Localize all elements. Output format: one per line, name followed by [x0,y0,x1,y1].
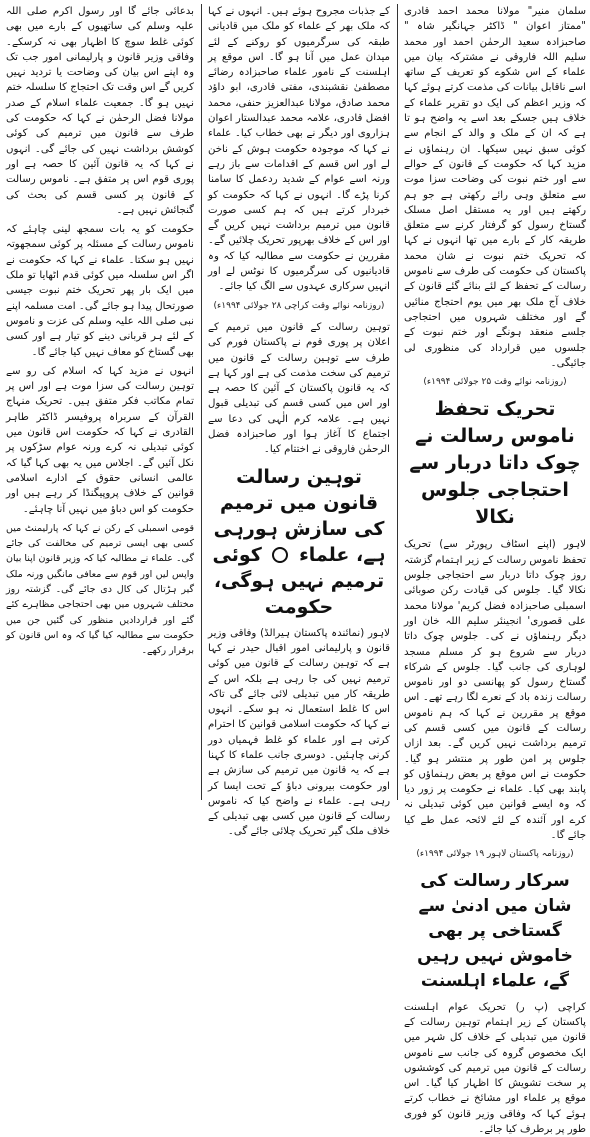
article-text: کراچی (پ ر) تحریک عوام اہلسنت پاکستان کے زیر اہتمام توہین رسالت کے قانون میں تبدیلی کے خلاف کل شہر میں ایک مخصوص گروہ کی جانب سے ناموس رسالت کے قانون میں ترمیم کی کوششوں پر سخت تشویش کا اظہار کیا گیا۔ اس موقع پر علماء اور مشائخ نے خطاب کرتے ہوئے کہا کہ وفاقی وزیر قانون کو فوری طور پر برطرف کیا جائے۔ [404,1001,586,1136]
headline: سرکار رسالت کی شان میں ادنیٰ سے گستاخی پر بھی خاموش نہیں رہیں گے، علماء اہلسنت [417,870,573,991]
column-right [404,4,586,1136]
article-text: سلمان منیر" مولانا محمد احمد قادری "ممتاز اعوان " ڈاکٹر جہانگیر شاہ " صاحبزادہ سعید الرحمٰن احمد اور محمد سلیم اللہ فاروقی نے مشترکہ بیان میں علماء کے اس شکوے کو تعریف کے ساتھ اسے ناقابل بیانات کی مذمت کرتے ہوئے کہا کہ وزیر اعظم کی ایک دو تقریر علماء کے خلاف ہیں جسکے بعد اسے یہ واضح ہو تا ہے کہ ان کے ملک و والد کے انجام سے کوئی سبق نہیں سیکھا۔ ان رہنماؤں نے مزید کہا کہ حکومت کے قانون کے حوالے سے اور ختم نبوت کی وضاحت سزا موت سے متعلق وہی رائے رکھتی ہے جو ہم رکھتے ہیں اور یہ مستقل اصل مسلک گستاخ رسول کو گرفتار کرنے سے متعلق طریقہ کار کے بارے میں تھا انہوں نے کہا کہ تحریک ختم نبوت نے شان محمد پاکستان کی حکومت کی طرف سے ناموس رسالت کے تحفظ کے لئے بنائے گئے قانون کے خلاف آج ملک بھر میں یوم احتجاج منائیں گے اور مختلف شہروں میں احتجاجی جلسے منعقد ہونگے اور ختم نبوت کے جلسوں میں قرارداد کی منظوری لی جائیگی۔ [404,6,586,369]
headline [208,464,390,620]
column-divider [397,4,398,800]
headline-part: کوئی ترمیم نہیں ہوگی، حکومت [212,543,385,618]
headline-part: توہین رسالت قانون میں ترمیم کی سازش ہورہی ہے، علماء [213,465,386,566]
newspaper-page [4,4,586,1136]
article-text: قومی اسمبلی کے رکن نے کہا کہ پارلیمنٹ میں کسی بھی ایسی ترمیم کی مخالفت کی جائے گی۔ علماء نے مطالبہ کیا کہ وزیر قانون اپنا بیان واپس لیں اور قوم سے معافی مانگیں ورنہ ملک گیر ہڑتال کی کال دی جائے گی۔ گزشتہ روز مختلف شہروں میں بھی احتجاجی مظاہرے کئے گئے اور قراردادیں منظور کی گئیں جن میں حکومت سے مطالبہ کیا گیا کہ وہ اس قانون کو برقرار رکھے۔ [6,522,194,657]
column-middle [208,4,390,838]
article-text: کے جذبات مجروح ہوئے ہیں۔ انہوں نے کہا کہ ملک بھر کے علماء کو ملک میں قادیانی طبقہ کی سرگرمیوں کو روکنے کے لئے میدان عمل میں آنا ہو گا۔ اس موقع پر اہلسنت کے نامور علماء صاحبزادہ رضائے مصطفیٰ نقشبندی، مفتی قادری، ابو داؤد محمد صادق، مولانا عبدالعزیز حنفی، محمد افضل قادری، علامہ محمد عبدالستار اعوان ہزاروی اور دیگر نے بھی خطاب کیا۔ علماء نے کہا کہ موجودہ حکومت ہوش کے ناخن لے اور اس قسم کے اقدامات سے باز رہے ورنہ اسے عوام کے شدید ردعمل کا سامنا کرنا پڑے گا۔ انہوں نے کہا کہ حکومت کو خبردار کرتے ہیں کہ ہم کسی صورت قانون میں ترمیم برداشت نہیں کریں گے اور اس کے خلاف بھرپور تحریک چلائیں گے۔ مقررین نے حکومت سے مطالبہ کیا کہ وہ قادیانیوں کی سرگرمیوں کا نوٹس لے اور انہیں سرکاری عہدوں سے الگ کیا جائے۔ [208,6,390,293]
article-text: لاہور (نمائندہ پاکستان ہیرالڈ) وفاقی وزیر قانون و پارلیمانی امور اقبال حیدر نے کہا ہے کہ توہین رسالت کے قانون میں کوئی ترمیم نہیں کی جا رہی ہے بلکہ اس کے طریقہ کار میں تبدیلی لائی جائے گی تاکہ اس کا غلط استعمال نہ ہو سکے۔ انہوں نے کہا کہ حکومت اسلامی قوانین کا احترام کرتی ہے اور علماء کو غلط فہمیاں دور کرنی چاہئیں۔ دوسری جانب علماء کا کہنا ہے کہ یہ قانون میں ترمیم کی سازش ہے اور حکومت بیرونی دباؤ کے تحت ایسا کر رہی ہے۔ علماء نے واضح کیا کہ ناموس رسالت کے قانون میں کسی بھی تبدیلی کے خلاف ملک گیر تحریک چلائی جائے گی۔ [208,627,390,838]
article-text: لاہور (اپنے اسٹاف رپورٹر سے) تحریک تحفظ ناموس رسالت کے زیر اہتمام گزشتہ روز چوک داتا دربار سے احتجاجی جلوس نکالا گیا۔ جلوس کی قیادت رکن صوبائی اسمبلی صاحبزادہ فضل کریم' مولانا محمد علی قصوری' انجینئر سلیم اللہ خان اور دیگر رہنماؤں نے کی۔ جلوس چوک داتا دربار سے شروع ہو کر مسلم مسجد لوہاری کی جانب گیا۔ جلوس کے شرکاء گستاخ رسول کو پھانسی دو اور ناموس رسالت زندہ باد کے نعرے لگا رہے تھے۔ اس موقع پر مقررین نے کہا کہ ہم ناموس رسالت کے قانون میں کسی قسم کی ترمیم برداشت نہیں کریں گے۔ بعد ازاں جلوس پر امن طور پر منتشر ہو گیا۔ حکومت نے اس موقع پر بعض رہنماؤں کو پابند بھی کیا۔ علماء نے حکومت پر زور دیا کہ وہ ایسے قوانین میں کوئی تبدیلی نہ کرے اور آئندہ کے لئے لائحہ عمل طے کیا جائے گا۔ [404,539,586,842]
source-date: (روزنامہ نوائے وقت کراچی ۲۸ جولائی ۱۹۹۴ء) [213,300,385,311]
headline: تحریک تحفظ ناموس رسالت نے چوک داتا دربار سے احتجاجی جلوس نکالا [409,398,581,529]
circle-ornament-icon [272,547,288,563]
article-text: حکومت کو یہ بات سمجھ لینی چاہئے کہ ناموس رسالت کے مسئلہ پر کوئی سمجھوتہ نہیں ہو سکتا۔ علماء نے کہا کہ حکومت نے اگر اس سلسلہ میں کوئی قدم اٹھایا تو ملک میں ایک بار پھر تحریک ختم نبوت جیسی صورتحال پیدا ہو جائے گی۔ امت مسلمہ اپنے نبی صلی اللہ علیہ وسلم کی عزت و ناموس کے لئے ہر قربانی دینے کو تیار ہے اور کسی بھی گستاخ کو معاف نہیں کیا جائے گا۔ [6,224,194,358]
column-left [6,4,194,800]
column-divider [201,4,202,800]
article-text: توہین رسالت کے قانون میں ترمیم کے اعلان پر پوری قوم نے پاکستان فورم کی طرف سے توہین رسالت کے قانون میں ترمیم کی سخت مذمت کی ہے اور کہا ہے کہ یہ قانون پاکستان کے آئین کا حصہ ہے اور اس میں کسی قسم کی تبدیلی قبول نہیں ہے۔ علامہ کرم الٰہی کی دعا سے اجتماع کا آغاز ہوا اور صاحبزادہ فضل الرحمٰن فاروقی نے اختتام کیا۔ [208,321,390,456]
source-date: (روزنامہ نوائے وقت ۲۵ جولائی ۱۹۹۴ء) [423,377,567,388]
article-text: بدعائی جائے گا اور رسول اکرم صلی اللہ علیہ وسلم کی ساتھیوں کے بارے میں بھی کوئی غلط سوچ کا اظہار بھی نہ کرسکے۔ وفاقی وزیر قانون و پارلیمانی امور جب تک وہ اپنے اس بیان کی وضاحت یا تردید نہیں کریں گے اس وقت تک احتجاج کا سلسلہ ختم نہیں ہو گا۔ جمعیت علماء اسلام کے صدر مولانا فضل الرحمٰن نے کہا کہ حکومت کی طرف سے قانون میں ترمیم کی کوئی کوشش برداشت نہیں کی جائے گی۔ انہوں نے کہا کہ یہ قانون آئین کا حصہ ہے اور پوری قوم اس پر متفق ہے۔ ناموس رسالت کے قانون پر کسی قسم کی بحث کی گنجائش نہیں ہے۔ [6,6,194,216]
source-date: (روزنامہ پاکستان لاہور ۱۹ جولائی ۱۹۹۴ء) [416,849,574,860]
article-text: انہوں نے مزید کہا کہ اسلام کی رو سے توہین رسالت کی سزا موت ہے اور اس پر تمام مکاتب فکر متفق ہیں۔ تحریک منہاج القرآن کے سربراہ پروفیسر ڈاکٹر طاہر القادری نے کہا کہ حکومت اس قانون میں کوئی تبدیلی نہ کرے ورنہ عوام سڑکوں پر نکل آئیں گے۔ اجلاس میں یہ بھی کہا گیا کہ عالمی انسانی حقوق کے ادارے اسلامی قوانین کے خلاف پروپیگنڈا کر رہے ہیں اور حکومت کو اس دباؤ میں نہیں آنا چاہئے۔ [6,365,194,515]
